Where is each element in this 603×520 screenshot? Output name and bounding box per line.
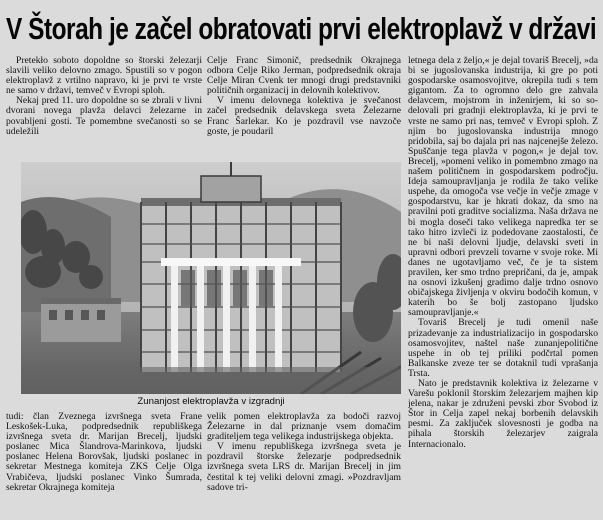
paragraph: velik pomen elektroplavža za bodoči razvoj Železarne in dal priznanje vsem domačim graditeljem tega velikega industrijskega objekta. xyxy=(207,412,401,443)
paragraph: Nato je predstavnik kolektiva iz železarne v Varešu poklonil štorskim železarjem majhen kip jelena, nakar je združeni pevski zbor Svobod iz Štor in Celja zapel nekaj borbenih delavskih pesmi. Za zaključek slovesnosti je godba na pihala štorskih železarjev zaigrala Internacionalo. xyxy=(408,378,598,450)
paragraph: V imenu republiškega izvršnega sveta je pozdravil štorske železarje podpredsednik izvršnega sveta LRS dr. Marijan Brecelj in jim čestital k tej veliki delovni zmagi. »Pozdravljam sadove tri- xyxy=(207,441,401,493)
paragraph: Pretekło soboto dopoldne so štorski železarji slavili veliko delovno zmago. Spustili so v pogon elektroplavž z vrtilno napravo, ki je prvi te vrste ne samo v državi, temveč v Evropi sploh. xyxy=(6,56,202,97)
paragraph: Celje Franc Simonič, predsednik Okrajnega odbora Celje Riko Jerman, podpredsednik okraja Celje Miran Cvenk ter mnogi drugi predstavniki političnih organizacij in delovnih kolektivov. xyxy=(207,56,401,97)
headline: V Štorah je začel obratovati prvi elektroplavž v državi xyxy=(6,11,597,46)
article-column-3 xyxy=(408,56,598,516)
elektroplavz-photo xyxy=(21,162,401,394)
article-column-1-bottom xyxy=(6,412,202,516)
paragraph: Tovariš Brecelj je tudi omenil naše prizadevanje za industrializacijo in gospodarsko osamosvojitev, naštel naše zunanjepolitične uspehe in ob tej priliki podčrtal pomen Balkanske zveze ter se dotaknil tudi vprašanja Trsta. xyxy=(408,317,598,379)
paragraph: V imenu delovnega kolektiva je svečanost začel predsednik delavskega sveta Železarne Franc Šarlekar. Ko je pozdravil vse navzoče goste, je poudaril xyxy=(207,95,401,137)
article-column-2-top xyxy=(207,56,401,160)
paragraph: letnega dela z željo,« je dejal tovariš Brecelj, »da bi se jugoslovanska industrija, ki gre po poti gospodarske osamosvojitve, okrepila tudi s tem gigantom. Za to ogromno delo gre zahvala delavcem, mojstrom in inženirjem, ki so so-delovali pri gradnji elektroplavža, ki je prvi te vrste ne samo pri nas, temveč v Evropi sploh. Z njim bo jugoslovanska industrija mnogo pridobila, saj bo dajala pri nas najcenejše železo. Spuščanje tega plavža v pogon,« je dejal tov. Brecelj, »pomeni veliko in pomembno zmago na našem političnem in gospodarskem področju. Ideja samoupravljanja je rodila že tako velike uspehe, da omogoča vse večje in večje zmage v gospodarstvu, kar je hkrati dokaz, da smo na pravilni poti graditve socializma. Naša država ne bi mogla doseči tako velikega napredka ter se tako hitro izvleči iz podedovane zaostalosti, če ne bi naši delovni ljudje, delavski sveti in upravni odbori prevzeli tovarne v svoje roke. Mi danes ne ugotavljamo več, če je ta sistem pravilen, ker smo trdno prepričani, da je, ampak na osnovi izkušenj gradimo dalje trdno osnovo običajskega življenja v okviru bodočih komun, v katerih bo še bolj zastopano ljudsko samoupravljanje.« xyxy=(408,56,598,319)
paragraph: Nekaj pred 11. uro dopoldne so se zbrali v livni dvorani novega plavža delavci železarne in povabljeni gosti. Te pomembne svečanosti so se udeležili xyxy=(6,95,202,137)
article-column-1-top xyxy=(6,56,202,160)
construction-photo-illustration xyxy=(21,162,401,394)
article-column-2-bottom xyxy=(207,412,401,516)
photo-caption: Zunanjost elektroplavža v izgradnji xyxy=(137,396,285,407)
paragraph: tudi: član Zveznega izvršnega sveta Frane Leskošek-Luka, podpredsednik republiškega izvršnega sveta dr. Marijan Brecelj, ljudski poslanec Mica Šlandrova-Marinkova, ljudski poslanec Helena Borovšak, ljudski poslanec in sekretar Mestnega komiteja ZKS Celje Olga Vrabičeva, ljudski poslanec Vinko Šumrada, sekretar Okrajnega komiteja xyxy=(6,412,202,493)
